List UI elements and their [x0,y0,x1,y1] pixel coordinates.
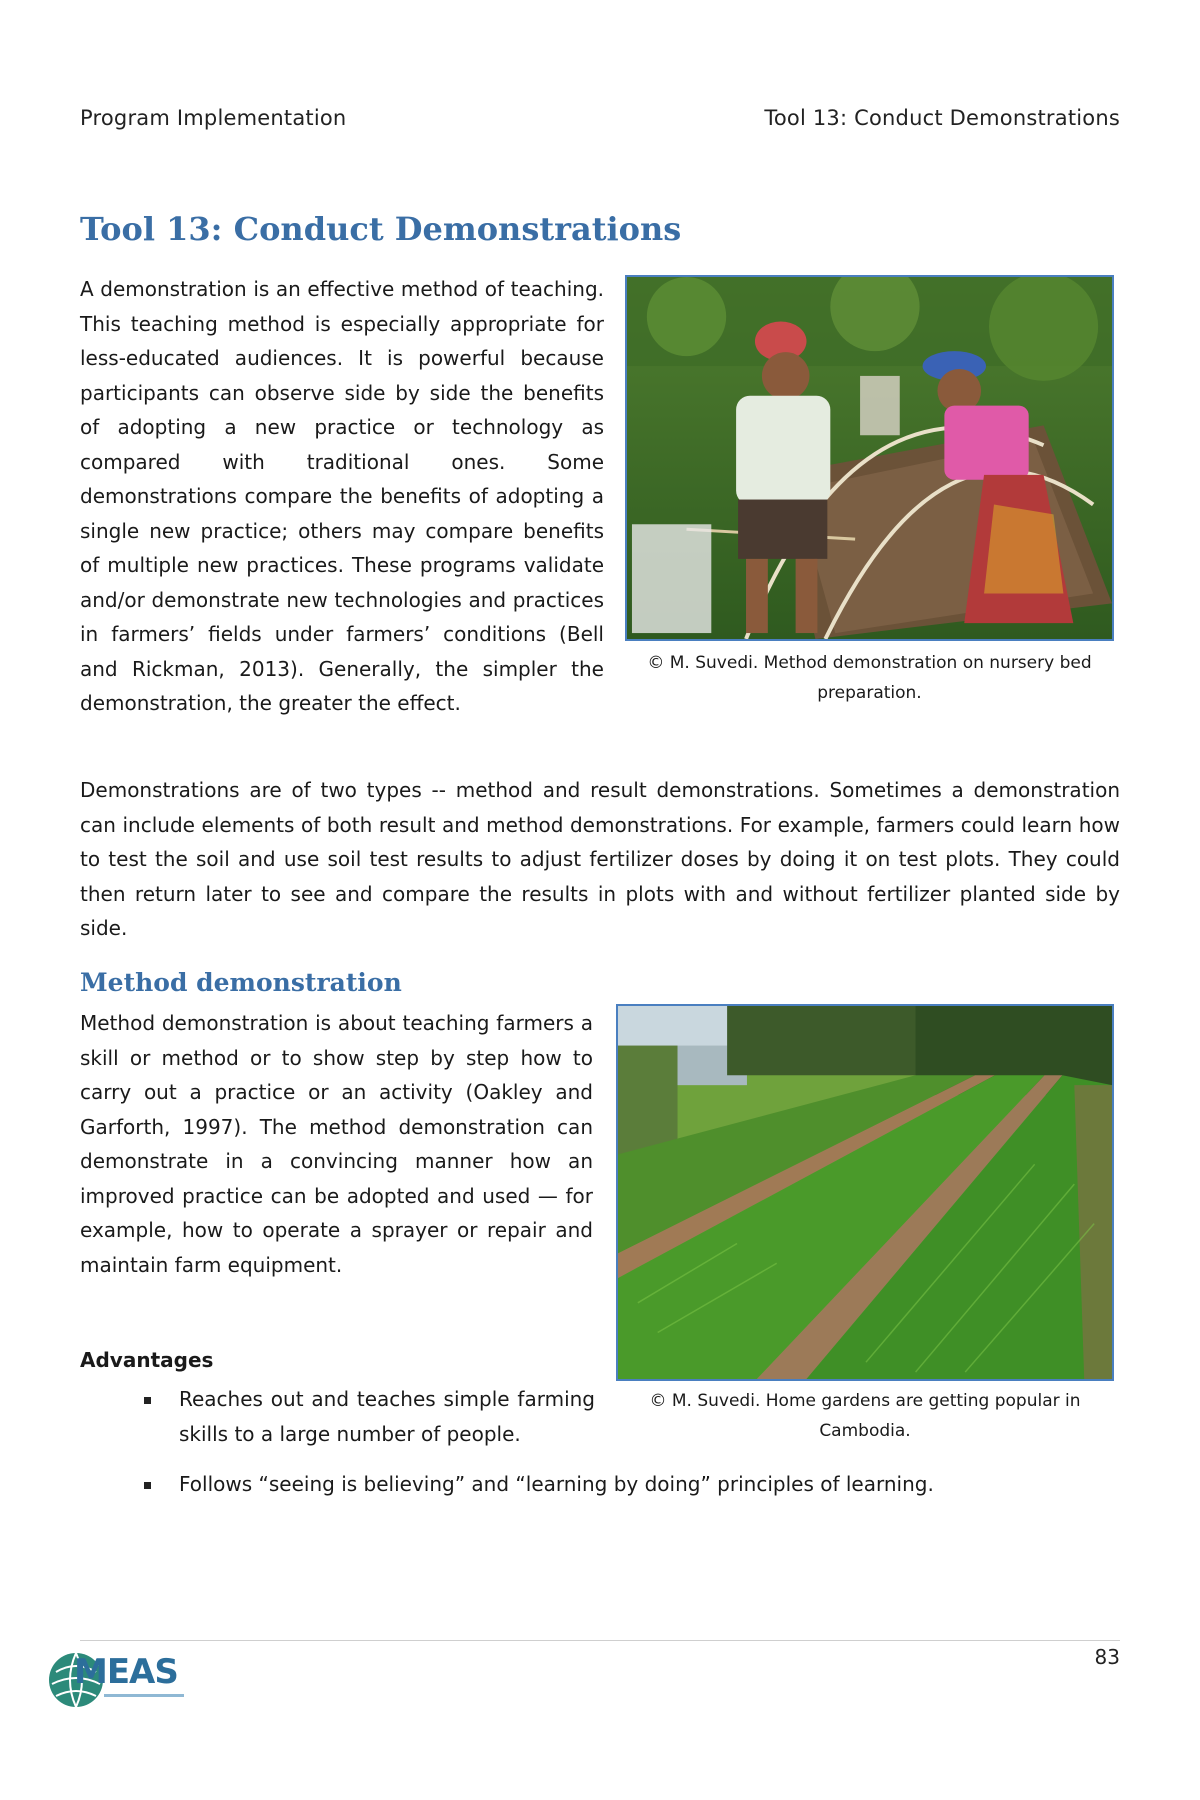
running-header-right: Tool 13: Conduct Demonstrations [764,106,1120,130]
advantages-list [80,1382,1120,1502]
footer-divider [80,1640,1120,1641]
logo-wordmark: MEAS [74,1652,178,1692]
list-item-text: Follows “seeing is believing” and “learning by doing” principles of learning. [179,1472,934,1496]
meas-logo [46,1650,186,1710]
bullet-square-icon [144,1397,151,1404]
list-item-text: Reaches out and teaches simple farming skills to a large number of people. [179,1387,595,1446]
advantages-heading: Advantages [80,1348,214,1372]
section-heading-method-demonstration: Method demonstration [80,968,402,997]
home-garden-photo [616,1004,1114,1381]
figure-caption-2: © M. Suvedi. Home gardens are getting popular in Cambodia. [649,1391,1081,1441]
figure-caption-1: © M. Suvedi. Method demonstration on nursery bed preparation. [647,653,1092,703]
intro-paragraph: A demonstration is an effective method of teaching. This teaching method is especially appropriate for less-educated audiences. It is powerful because participants can observe side by side the benefits of adopting a new practice or technology as compared with traditional ones. Some demonstrations compare the benefits of adopting a single new practice; others may compare benefits of multiple new practices. These programs validate and/or demonstrate new technologies and practices in farmers’ fields under farmers’ conditions (Bell and Rickman, 2013). Generally, the simpler the demonstration, the greater the effect. [80,277,604,715]
list-item [80,1382,595,1451]
running-header-left: Program Implementation [80,106,347,130]
nursery-bed-illustration [627,277,1112,639]
page-title: Tool 13: Conduct Demonstrations [80,210,682,248]
home-garden-illustration [618,1006,1112,1379]
bullet-square-icon [144,1482,151,1489]
demonstration-types-paragraph: Demonstrations are of two types -- method and result demonstrations. Sometimes a demonstration can include elements of both result and method demonstrations. For example, farmers could learn how to test the soil and use soil test results to adjust fertilizer doses by doing it on test plots. They could then return later to see and compare the results in plots with and without fertilizer planted side by side. [80,778,1120,940]
page-number: 83 [1094,1645,1120,1669]
list-item [80,1467,1120,1502]
nursery-bed-photo [625,275,1114,641]
method-paragraph: Method demonstration is about teaching farmers a skill or method or to show step by step how to carry out a practice or an activity (Oakley and Garforth, 1997). The method demonstration can demonstrate in a convincing manner how an improved practice can be adopted and used — for example, how to operate a sprayer or repair and maintain farm equipment. [80,1011,593,1277]
logo-tagline-bar [104,1694,184,1697]
